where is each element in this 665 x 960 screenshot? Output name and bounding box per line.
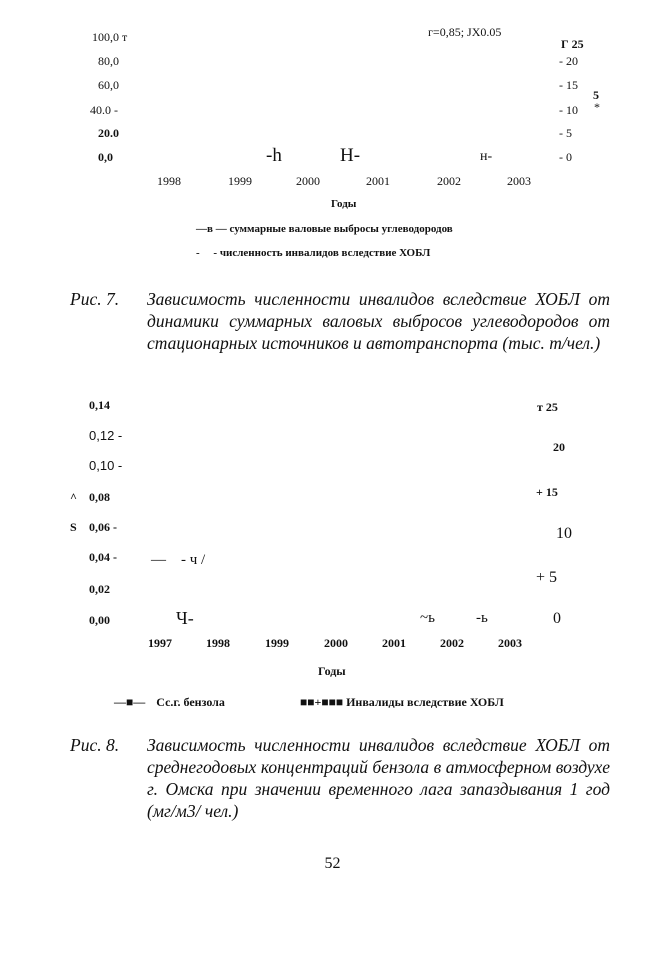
x-tick: 2001 [366, 174, 390, 188]
x-tick: 2000 [324, 636, 348, 650]
x-tick: 2001 [382, 636, 406, 650]
right-axis-mark: 5 [593, 88, 599, 102]
data-marker: -ь [476, 610, 488, 626]
legend-marker: —в — [196, 223, 227, 235]
legend-marker: - - [196, 247, 218, 259]
right-tick: + 15 [536, 485, 558, 499]
left-tick: 0,12 - [89, 428, 123, 443]
right-tick-5: - 5 [559, 126, 572, 140]
data-marker: H- [340, 145, 361, 166]
x-tick: 2003 [507, 174, 531, 188]
left-tick: 0,10 - [89, 458, 123, 473]
left-tick: 0,02 [89, 582, 110, 596]
left-tick: 0,14 [89, 398, 110, 412]
figure-caption-7 [70, 288, 610, 354]
right-tick-25: Г 25 [561, 37, 584, 51]
figure-caption-8 [70, 734, 610, 822]
figure-number: Рис. 8. [70, 735, 120, 755]
legend-label: численность инвалидов вследствие ХОБЛ [219, 247, 431, 259]
left-tick: 0,04 - [89, 550, 117, 564]
right-axis-mark: * [594, 100, 600, 114]
x-tick: 1998 [157, 174, 181, 188]
figure-caption-text: Зависимость численности инвалидов вследствие ХОБЛ от среднегодовых концентраций бензола в атмосферном воздухе г. Омска при значении временного лага запаздывания 1 год (мг/м3/ чел.) [147, 735, 610, 821]
right-tick: + 5 [536, 569, 558, 586]
data-marker: н- [480, 149, 493, 164]
left-tick: 0,08 [89, 490, 110, 504]
legend-marker: ■■+■■■ [300, 695, 344, 709]
figure-caption-text: Зависимость численности инвалидов вследствие ХОБЛ от динамики суммарных валовых выбросов углеводородов от стационарных источников и автотранспорта (тыс. т/чел.) [147, 289, 610, 353]
data-marker: -h [266, 145, 282, 166]
legend-label: Инвалиды вследствие ХОБЛ [346, 695, 504, 709]
left-tick: 0,00 [89, 613, 110, 627]
x-tick: 2002 [437, 174, 461, 188]
left-tick-80: 80,0 [98, 54, 119, 68]
left-tick-60: 60,0 [98, 78, 119, 92]
right-tick-15: - 15 [559, 78, 578, 92]
data-marker: Ч- [176, 608, 194, 628]
data-marker: — - ч / [151, 552, 206, 568]
right-tick: т 25 [537, 400, 558, 414]
legend-item-disabled [300, 696, 504, 708]
x-tick: 2003 [498, 636, 522, 650]
left-axis-mark: ^ [70, 490, 77, 504]
left-tick-0: 0,0 [98, 150, 113, 164]
legend-marker: —■— [114, 695, 146, 709]
left-tick-40: 40.0 - [90, 103, 118, 117]
x-axis-label: Годы [331, 198, 357, 210]
legend-item-benzene [114, 696, 225, 708]
x-tick: 1999 [265, 636, 289, 650]
x-tick: 1997 [148, 636, 172, 650]
figure-number: Рис. 7. [70, 289, 120, 309]
stat-annotation: г=0,85; JX0.05 [428, 25, 502, 39]
page-number: 52 [324, 855, 341, 872]
x-tick: 2002 [440, 636, 464, 650]
x-axis-label: Годы [318, 664, 346, 678]
left-tick-20: 20.0 [98, 126, 119, 140]
right-tick-20: - 20 [559, 54, 578, 68]
left-axis-mark: S [70, 520, 77, 534]
legend-item-emissions [196, 224, 453, 235]
x-tick: 1999 [228, 174, 252, 188]
right-tick: 10 [556, 525, 572, 542]
right-tick-0: - 0 [559, 150, 572, 164]
data-marker: ~ь [420, 610, 435, 626]
x-tick: 2000 [296, 174, 320, 188]
legend-label: Сс.г. бензола [156, 695, 225, 709]
legend-label: суммарные валовые выбросы углеводородов [229, 223, 453, 235]
left-tick: 0,06 - [89, 520, 117, 534]
right-tick-10: - 10 [559, 103, 578, 117]
legend-item-disabled [196, 248, 430, 259]
x-tick: 1998 [206, 636, 230, 650]
right-tick: 0 [553, 610, 561, 627]
right-tick: 20 [553, 440, 565, 454]
left-tick-100: 100,0 т [92, 30, 128, 44]
